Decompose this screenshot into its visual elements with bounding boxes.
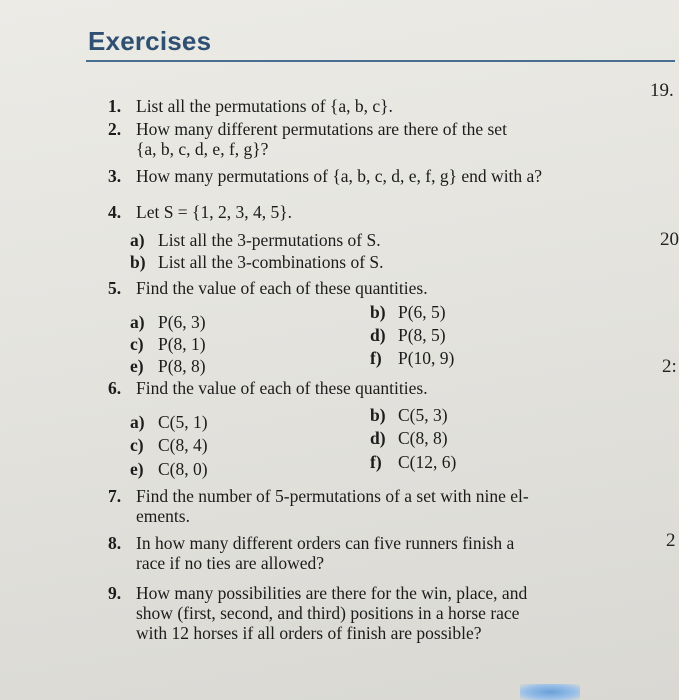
exercise-text: List all the permutations of {a, b, c}. <box>136 96 393 116</box>
exercise-number: 4. <box>108 202 122 222</box>
exercise-6 <box>108 378 608 398</box>
exercise-7 <box>108 486 608 526</box>
part-text: C(12, 6) <box>398 452 457 472</box>
exercise-text: How many different permutations are there of the set <box>136 119 507 139</box>
part-text: C(5, 3) <box>398 405 448 425</box>
part-text: P(10, 9) <box>398 348 455 368</box>
exercise-text: Find the value of each of these quantities. <box>136 378 428 398</box>
exercise-number: 8. <box>108 533 122 553</box>
part-text: C(5, 1) <box>158 412 208 432</box>
margin-page-number: 2: <box>662 356 677 377</box>
part-label: f) <box>370 452 382 472</box>
exercise-text: How many permutations of {a, b, c, d, e, f, g} end with a? <box>136 166 543 186</box>
part-text: P(8, 5) <box>398 325 446 345</box>
exercise-1 <box>108 96 608 116</box>
part-label: a) <box>130 412 145 432</box>
exercise-6-part-a <box>130 412 208 432</box>
exercise-6-part-c <box>130 435 208 455</box>
exercise-2 <box>108 119 608 159</box>
part-label: d) <box>370 325 386 345</box>
exercise-5-part-b <box>370 302 446 322</box>
margin-page-number: 19. <box>650 80 674 101</box>
exercise-8 <box>108 533 608 573</box>
part-label: e) <box>130 459 144 479</box>
part-label: a) <box>130 230 145 250</box>
photo-glare <box>520 684 580 700</box>
exercise-text: Let S = {1, 2, 3, 4, 5}. <box>136 202 292 222</box>
exercise-text-continued: ements. <box>136 506 190 526</box>
exercise-text: Find the value of each of these quantities. <box>136 278 428 298</box>
exercise-text-continued: with 12 horses if all orders of finish are possible? <box>136 623 482 643</box>
exercise-text-continued: race if no ties are allowed? <box>136 553 325 573</box>
exercise-6-part-e <box>130 459 208 479</box>
part-label: d) <box>370 428 386 448</box>
part-text: List all the 3-combinations of S. <box>158 252 384 272</box>
part-text: C(8, 0) <box>158 459 208 479</box>
heading-rule <box>86 60 675 62</box>
exercise-4-part-b <box>130 252 384 272</box>
exercise-text: How many possibilities are there for the win, place, and <box>136 583 528 603</box>
exercise-number: 3. <box>108 166 122 186</box>
exercise-3 <box>108 166 608 186</box>
part-label: b) <box>370 302 386 322</box>
part-label: a) <box>130 312 145 332</box>
section-heading: Exercises <box>88 26 212 56</box>
part-text: P(6, 5) <box>398 302 446 322</box>
part-label: b) <box>370 405 386 425</box>
exercise-number: 7. <box>108 486 122 506</box>
exercise-6-part-b <box>370 405 448 425</box>
exercise-5-part-c <box>130 334 206 354</box>
exercise-number: 5. <box>108 278 122 298</box>
exercise-5-part-f <box>370 348 454 368</box>
part-label: b) <box>130 252 146 272</box>
margin-page-number: 20 <box>660 229 679 250</box>
exercise-text: In how many different orders can five runners finish a <box>136 533 515 553</box>
exercise-4 <box>108 202 608 222</box>
exercise-number: 9. <box>108 583 122 603</box>
part-text: List all the 3-permutations of S. <box>158 230 381 250</box>
exercise-text: Find the number of 5-permutations of a set with nine el- <box>136 486 529 506</box>
exercise-5-part-d <box>370 325 446 345</box>
part-label: f) <box>370 348 382 368</box>
exercise-5 <box>108 278 608 298</box>
exercise-number: 2. <box>108 119 122 139</box>
part-label: c) <box>130 435 144 455</box>
part-text: C(8, 8) <box>398 428 448 448</box>
part-text: P(6, 3) <box>158 312 206 332</box>
exercise-9 <box>108 583 608 643</box>
part-label: c) <box>130 334 144 354</box>
exercise-5-part-a <box>130 312 206 332</box>
exercise-6-part-f <box>370 452 456 472</box>
part-label: e) <box>130 356 144 376</box>
exercise-number: 6. <box>108 378 122 398</box>
exercise-text-continued: show (first, second, and third) positions in a horse race <box>136 603 520 623</box>
exercise-6-part-d <box>370 428 448 448</box>
margin-page-number: 2 <box>666 530 676 551</box>
part-text: P(8, 8) <box>158 356 206 376</box>
part-text: C(8, 4) <box>158 435 208 455</box>
exercise-4-part-a <box>130 230 381 250</box>
exercise-number: 1. <box>108 96 122 116</box>
part-text: P(8, 1) <box>158 334 206 354</box>
exercise-text-continued: {a, b, c, d, e, f, g}? <box>136 139 269 159</box>
exercise-5-part-e <box>130 356 206 376</box>
